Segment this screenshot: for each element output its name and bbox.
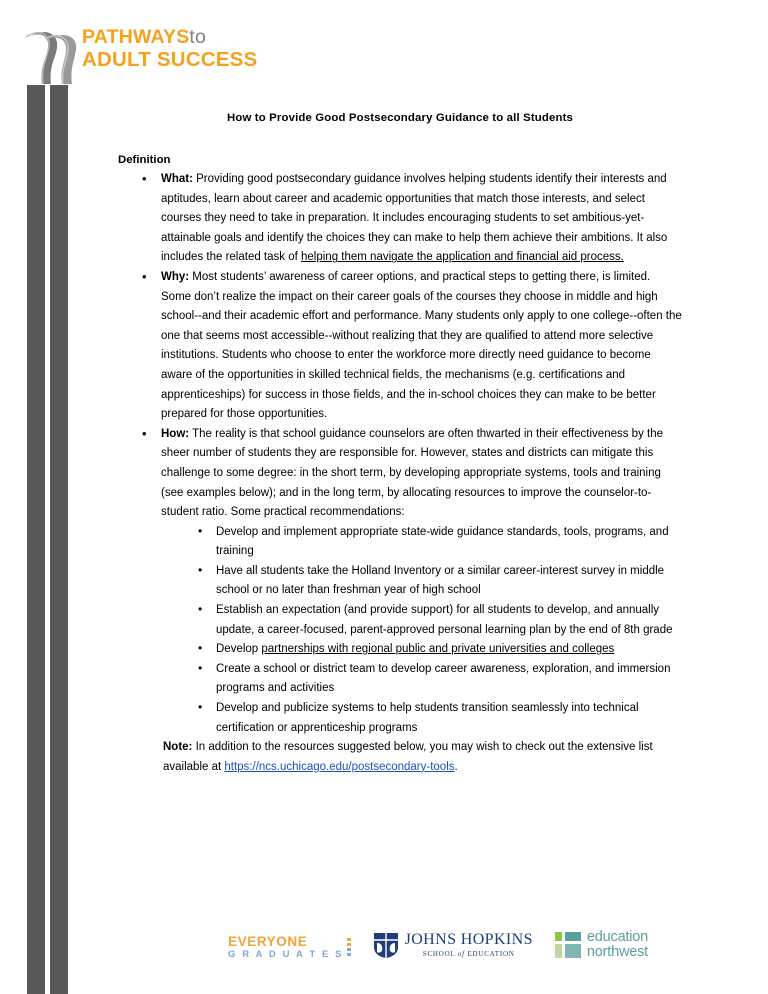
logo-line-2: ADULT SUCCESS: [82, 47, 258, 71]
bullet-what-text: [161, 170, 682, 268]
recommendation-text: Have all students take the Holland Inventory or a similar career-interest survey in middle school or no later than freshman year of high school: [216, 564, 665, 597]
everyone-graduates-line-1: EVERYONE: [228, 933, 308, 949]
list-item: [180, 562, 682, 601]
recommendation-text: Develop: [216, 643, 262, 656]
everyone-graduates-line-2: G R A D U A T E S: [228, 949, 344, 961]
section-heading-definition: Definition: [118, 154, 171, 166]
note-label: Note:: [163, 741, 193, 754]
definition-bullet-list: [118, 170, 682, 777]
education-northwest-line-1: education: [586, 929, 649, 945]
postsecondary-tools-link[interactable]: https://ncs.uchicago.edu/postsecondary-tools: [224, 760, 455, 773]
road-bars-decoration: [0, 0, 110, 994]
johns-hopkins-subtitle: [405, 951, 533, 958]
footer-logos: [0, 930, 768, 986]
bullet-why-body: Most students’ awareness of career options, and practical steps to getting there, is limited. Some don’t realize the impact on their career goals of the courses they choose in middle and high school--and their academic effort and performance. Many students only apply to one college--often the one that seems most accessible--without realizing that they are qualified to attend more selective institutions. Students who choose to enter the workforce more directly need guidance to become aware of the opportunities in skilled technical fields, the mechanisms (e.g. certifications and apprenticeships) for success in those fields, and the in-school choices they can make to be better prepared for those opportunities.: [161, 270, 682, 421]
note-tail: .: [454, 760, 458, 773]
recommendation-text: Establish an expectation (and provide support) for all students to develop, and annually update, a career-focused, parent-approved personal learning plan by the end of 8th grade: [216, 604, 673, 636]
list-item: [180, 601, 682, 640]
bullet-how-text: [161, 425, 682, 523]
bullet-what: [118, 170, 682, 268]
road-bar-right: [50, 85, 68, 994]
pathways-logo: [24, 26, 324, 90]
bullet-why-label: Why:: [161, 270, 190, 283]
pathways-logo-text: [82, 28, 257, 71]
johns-hopkins-name: JOHNS HOPKINS: [404, 931, 533, 949]
jh-school-word: SCHOOL: [422, 949, 456, 958]
johns-hopkins-logo: [373, 931, 533, 959]
list-item: [180, 660, 682, 699]
note-body: In addition to the resources suggested below, you may wish to check out the extensive list available at: [163, 741, 653, 773]
recommendation-text: Develop and publicize systems to help students transition seamlessly into technical certification or apprenticeship programs: [216, 702, 639, 734]
bullet-how-label: How:: [161, 427, 190, 440]
bullet-why-text: [161, 268, 682, 425]
logo-line-1: [82, 28, 257, 48]
page-title: How to Provide Good Postsecondary Guidance to all Students: [226, 112, 574, 124]
jh-of-word: of: [457, 949, 465, 958]
document-body: [118, 112, 682, 777]
bullet-what-underlined: helping them navigate the application and financial aid process.: [301, 251, 624, 264]
note-paragraph: [161, 738, 682, 777]
everyone-graduates-marks-icon: [347, 938, 351, 957]
road-bar-left: [27, 85, 45, 994]
education-northwest-mark-icon: [555, 932, 581, 958]
recommendation-list: [161, 523, 682, 739]
recommendation-underlined: partnerships with regional public and private universities and colleges: [261, 643, 615, 656]
list-item: [180, 699, 682, 738]
recommendation-text: Develop and implement appropriate state-wide guidance standards, tools, programs, and training: [216, 525, 669, 558]
list-item: [180, 640, 682, 660]
everyone-graduates-logo: [228, 931, 351, 960]
logo-word-to: to: [189, 26, 207, 48]
recommendation-text: Create a school or district team to develop career awareness, exploration, and immersion programs and activities: [216, 662, 671, 695]
bullet-why: [118, 268, 682, 425]
shield-icon: [373, 931, 399, 959]
education-northwest-logo: [555, 930, 648, 960]
bullet-what-body: Providing good postsecondary guidance involves helping students identify their interests and aptitudes, learn about career and academic opportunities that match those interests, and select courses they need to take in preparation. It includes encouraging students to set ambitious-yet-attainable goals and identify the choices they can make to help them achieve their ambitions. It also includes the related task of: [161, 173, 668, 264]
education-northwest-line-2: northwest: [586, 944, 648, 961]
jh-education-word: EDUCATION: [467, 949, 515, 958]
winding-road-icon: [24, 26, 82, 88]
bullet-how: [118, 425, 682, 778]
bullet-how-body: The reality is that school guidance counselors are often thwarted in their effectiveness by the sheer number of students they are responsible for. However, states and districts can mitigate this challenge to some degree: in the short term, by developing appropriate systems, tools and training (see examples below); and in the long term, by allocating resources to improve the counselor-to-student ratio. Some practical recommendations:: [161, 427, 664, 519]
list-item: [180, 523, 682, 562]
bullet-what-label: What:: [161, 173, 193, 185]
logo-word-pathways: PATHWAYS: [82, 26, 190, 48]
